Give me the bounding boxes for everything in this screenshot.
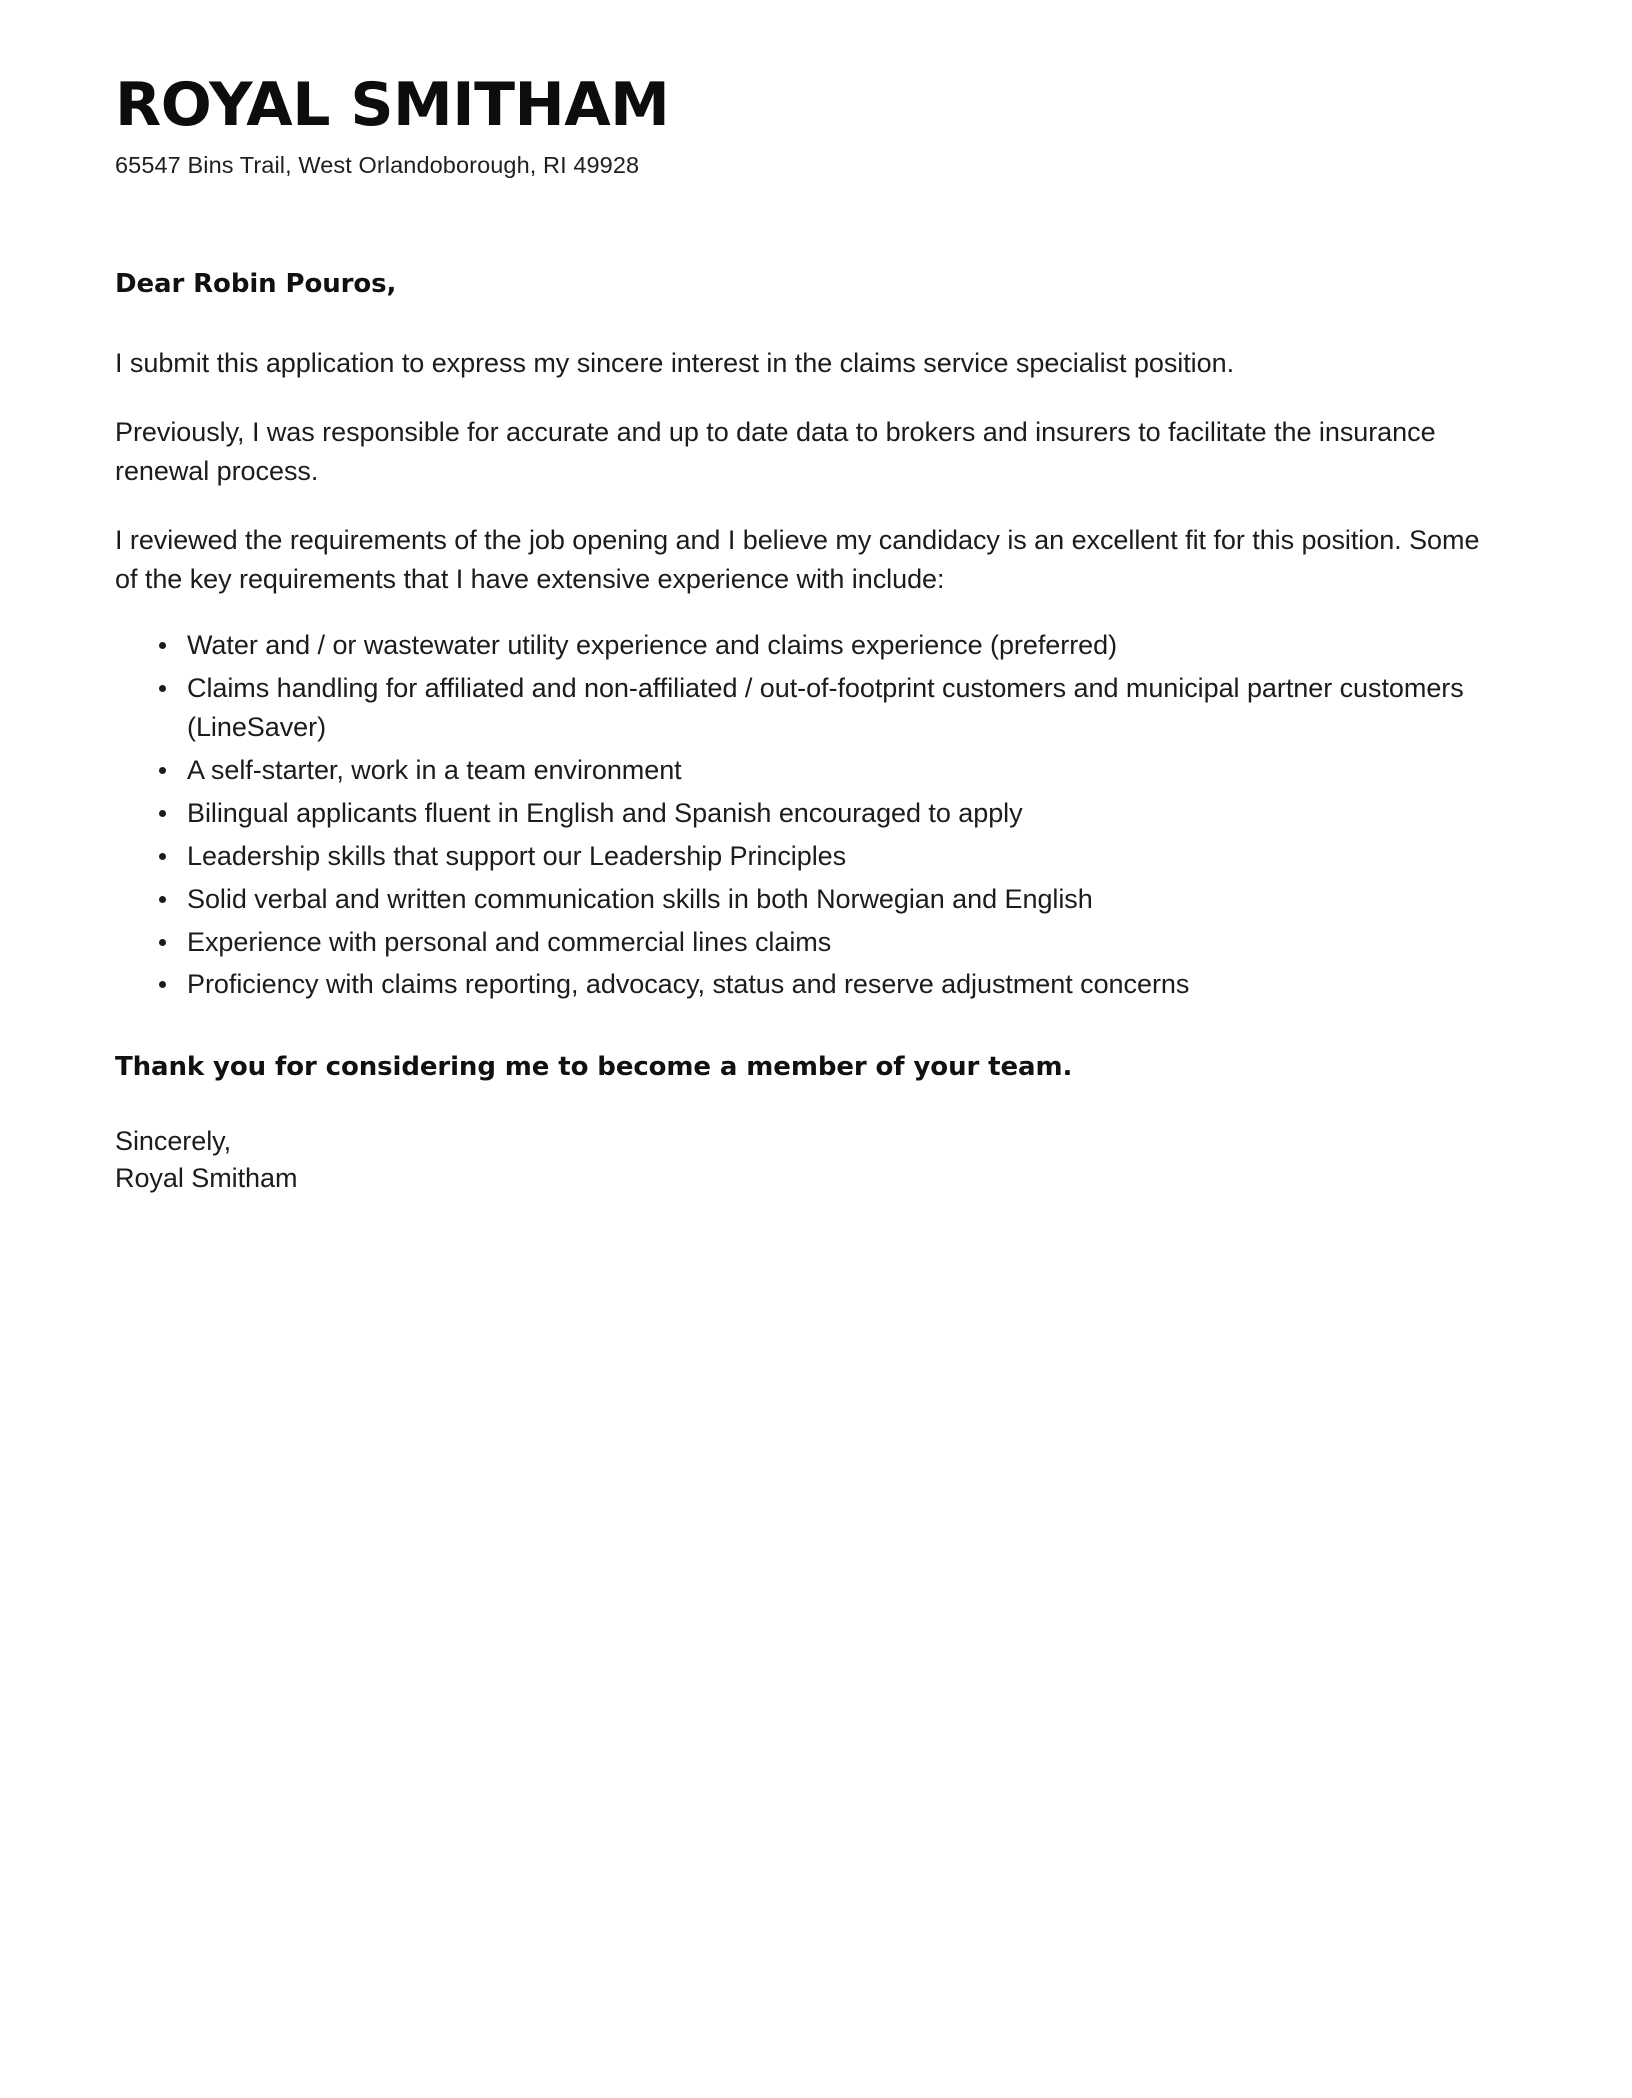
list-item: A self-starter, work in a team environment	[153, 751, 1505, 790]
applicant-address: 65547 Bins Trail, West Orlandoborough, RI 49928	[115, 152, 640, 179]
applicant-name: ROYAL SMITHAM	[115, 70, 670, 140]
body-paragraph-1: I submit this application to express my sincere interest in the claims service specialist position.	[115, 348, 1235, 379]
signature-name: Royal Smitham	[115, 1162, 298, 1193]
letter-body	[115, 267, 1505, 1196]
body-paragraph-3: I reviewed the requirements of the job opening and I believe my candidacy is an excellent fit for this position. Some of the key requirements that I have extensive experience with include:	[115, 524, 1480, 594]
list-item: Proficiency with claims reporting, advocacy, status and reserve adjustment concerns	[153, 965, 1505, 1004]
signoff-line: Sincerely,	[115, 1126, 232, 1157]
list-item: Water and / or wastewater utility experience and claims experience (preferred)	[153, 626, 1505, 665]
list-item: Leadership skills that support our Leadership Principles	[153, 837, 1505, 876]
list-item: Bilingual applicants fluent in English and Spanish encouraged to apply	[153, 794, 1505, 833]
closing-statement: Thank you for considering me to become a member of your team.	[115, 1052, 1073, 1083]
requirements-list	[115, 626, 1505, 1004]
list-item: Experience with personal and commercial lines claims	[153, 923, 1505, 962]
list-item: Claims handling for affiliated and non-affiliated / out-of-footprint customers and municipal partner customers (LineSaver)	[153, 669, 1505, 747]
letterhead	[115, 70, 1505, 181]
salutation: Dear Robin Pouros,	[115, 268, 397, 299]
signature-block	[115, 1123, 1505, 1195]
body-paragraph-2: Previously, I was responsible for accurate and up to date data to brokers and insurers to facilitate the insurance renewal process.	[115, 416, 1436, 486]
list-item: Solid verbal and written communication skills in both Norwegian and English	[153, 880, 1505, 919]
letter-content	[115, 70, 1505, 1196]
